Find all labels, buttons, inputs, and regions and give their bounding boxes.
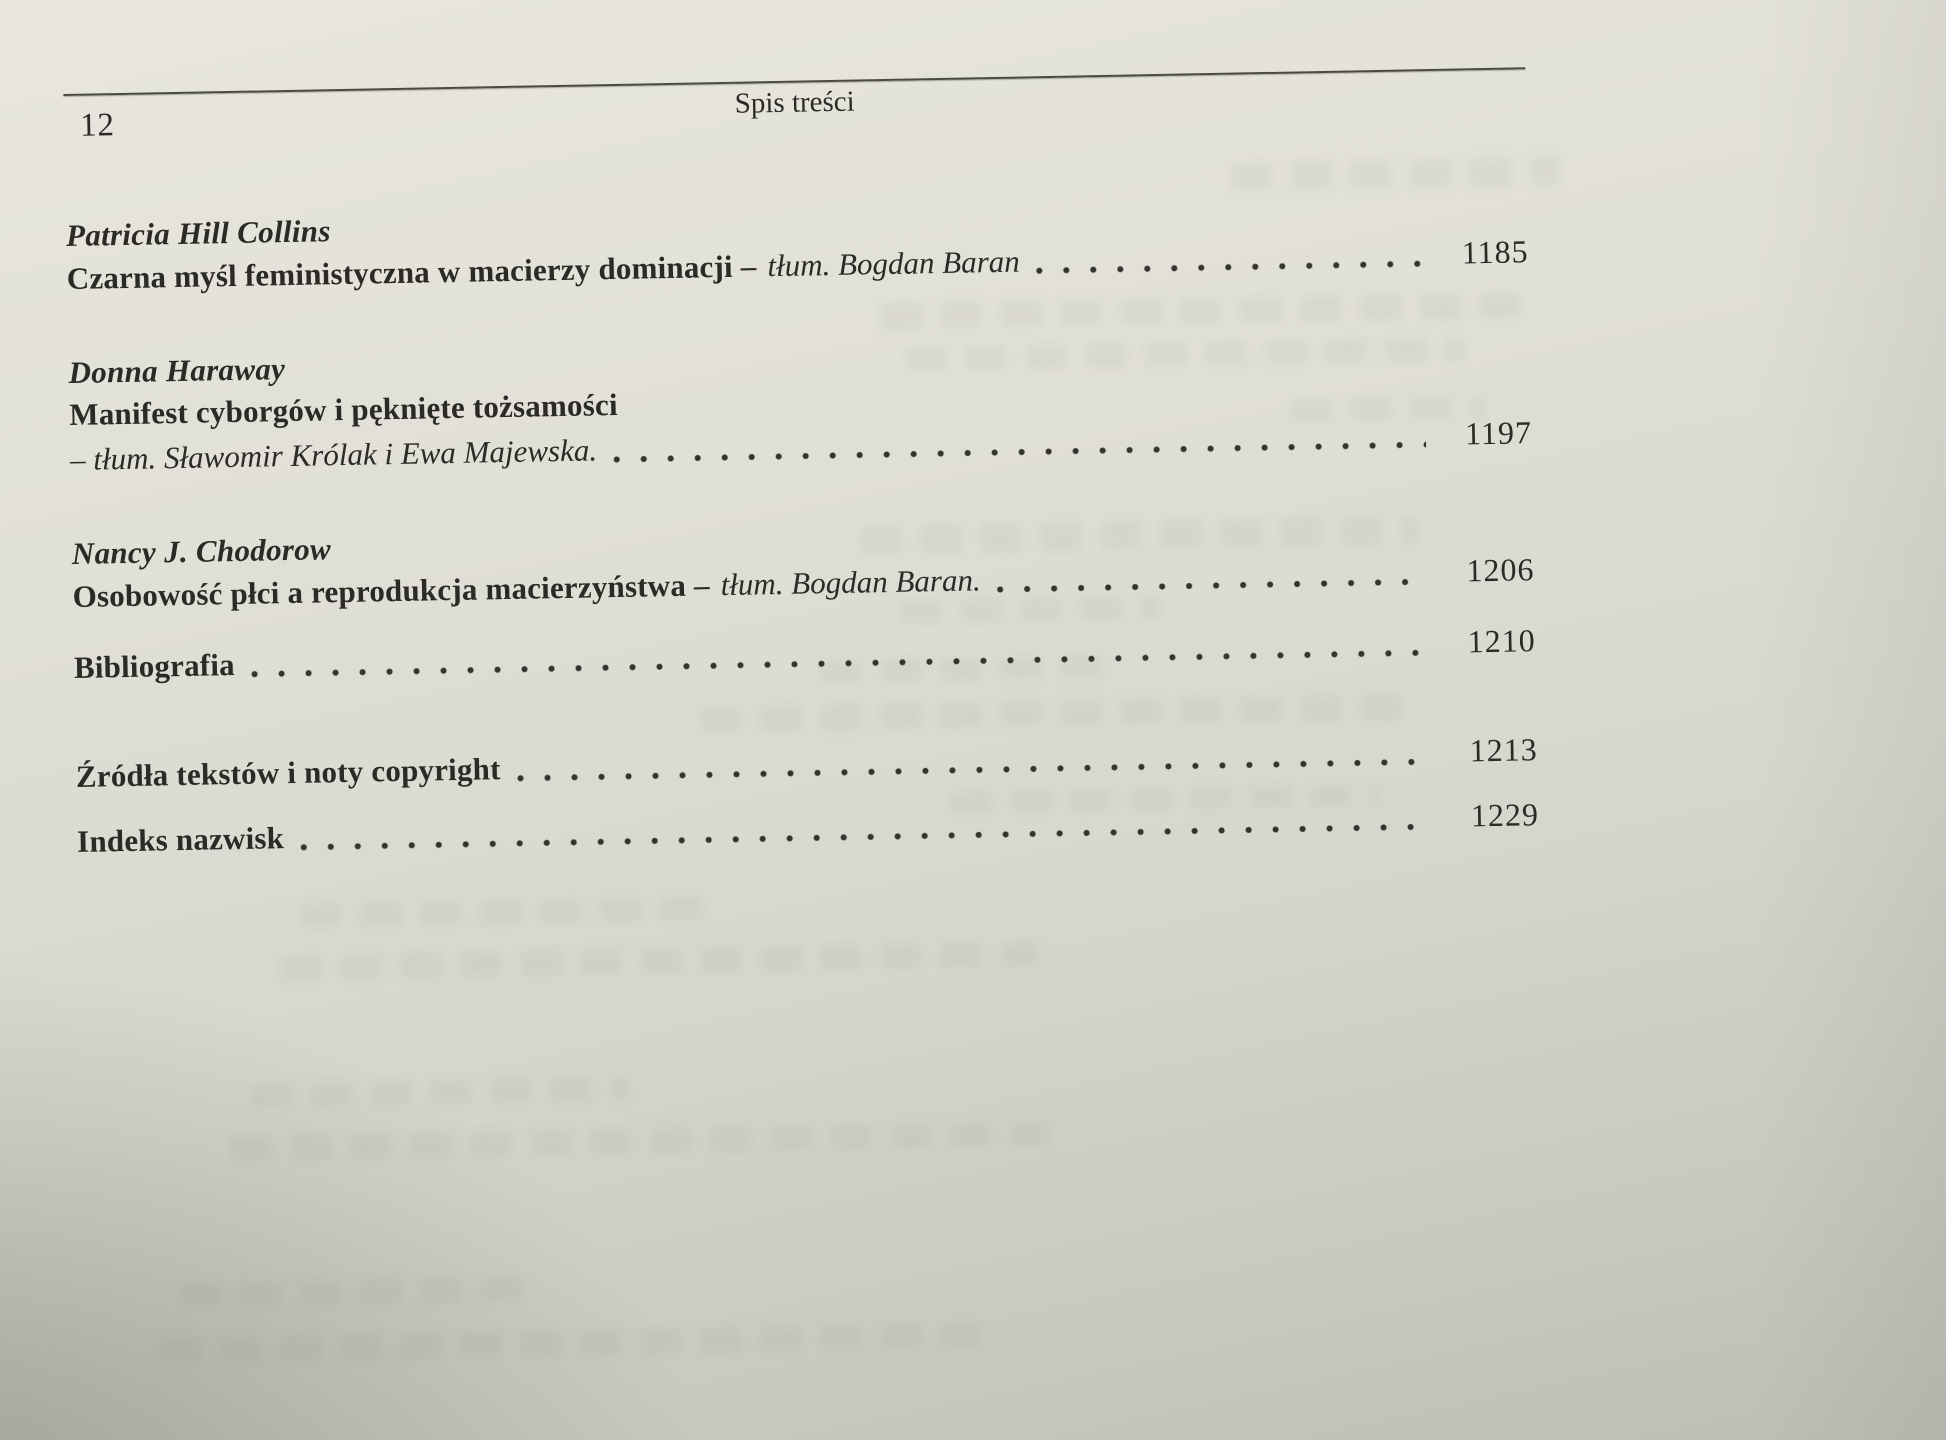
- bleed-through-line: [250, 1077, 630, 1108]
- bleed-through-line: [300, 896, 720, 928]
- page-title: Spis treści: [734, 85, 856, 120]
- toc-entry-pagenum: 1197: [1464, 414, 1533, 452]
- toc-entry-author: Patricia Hill Collins: [65, 213, 331, 254]
- toc-entry-pagenum: 1213: [1469, 731, 1539, 769]
- bleed-through-line: [280, 941, 1040, 981]
- toc-entry-title: Bibliografia: [73, 647, 236, 685]
- toc-entry-translator: tłum. Bogdan Baran: [767, 243, 1021, 284]
- dot-leader: [1036, 260, 1423, 274]
- toc-entry-pagenum: 1206: [1466, 551, 1535, 589]
- toc-list: [66, 189, 1540, 864]
- toc-entry-pagenum: 1229: [1470, 796, 1540, 834]
- toc-entry-translator: tłum. Bogdan Baran.: [720, 562, 981, 603]
- toc-entry-title: Czarna myśl feministyczna w macierzy dominacji –: [66, 248, 757, 297]
- toc-entry-author: Donna Haraway: [68, 351, 286, 391]
- running-head: [63, 67, 1526, 150]
- bleed-through-line: [160, 1322, 1000, 1363]
- toc-entry-title: Indeks nazwisk: [76, 820, 285, 859]
- bleed-through-line: [180, 1277, 540, 1308]
- table-of-contents-page: [62, 15, 1539, 864]
- toc-entry-translator: – tłum. Sławomir Królak i Ewa Majewska.: [69, 432, 598, 477]
- toc-entry-title: Manifest cyborgów i pęknięte tożsamości: [68, 386, 619, 433]
- toc-entry-pagenum: 1185: [1461, 233, 1529, 271]
- toc-entry-author: Nancy J. Chodorow: [71, 531, 332, 571]
- toc-entry-pagenum: 1210: [1467, 622, 1537, 660]
- page-number: 12: [79, 107, 116, 144]
- toc-entry-title: Osobowość płci a reprodukcja macierzyństwa –: [72, 567, 710, 614]
- bleed-through-line: [230, 1120, 1050, 1161]
- dot-leader: [300, 823, 1433, 851]
- dot-leader: [997, 578, 1429, 593]
- toc-entry-title: Źródła tekstów i noty copyright: [75, 751, 501, 794]
